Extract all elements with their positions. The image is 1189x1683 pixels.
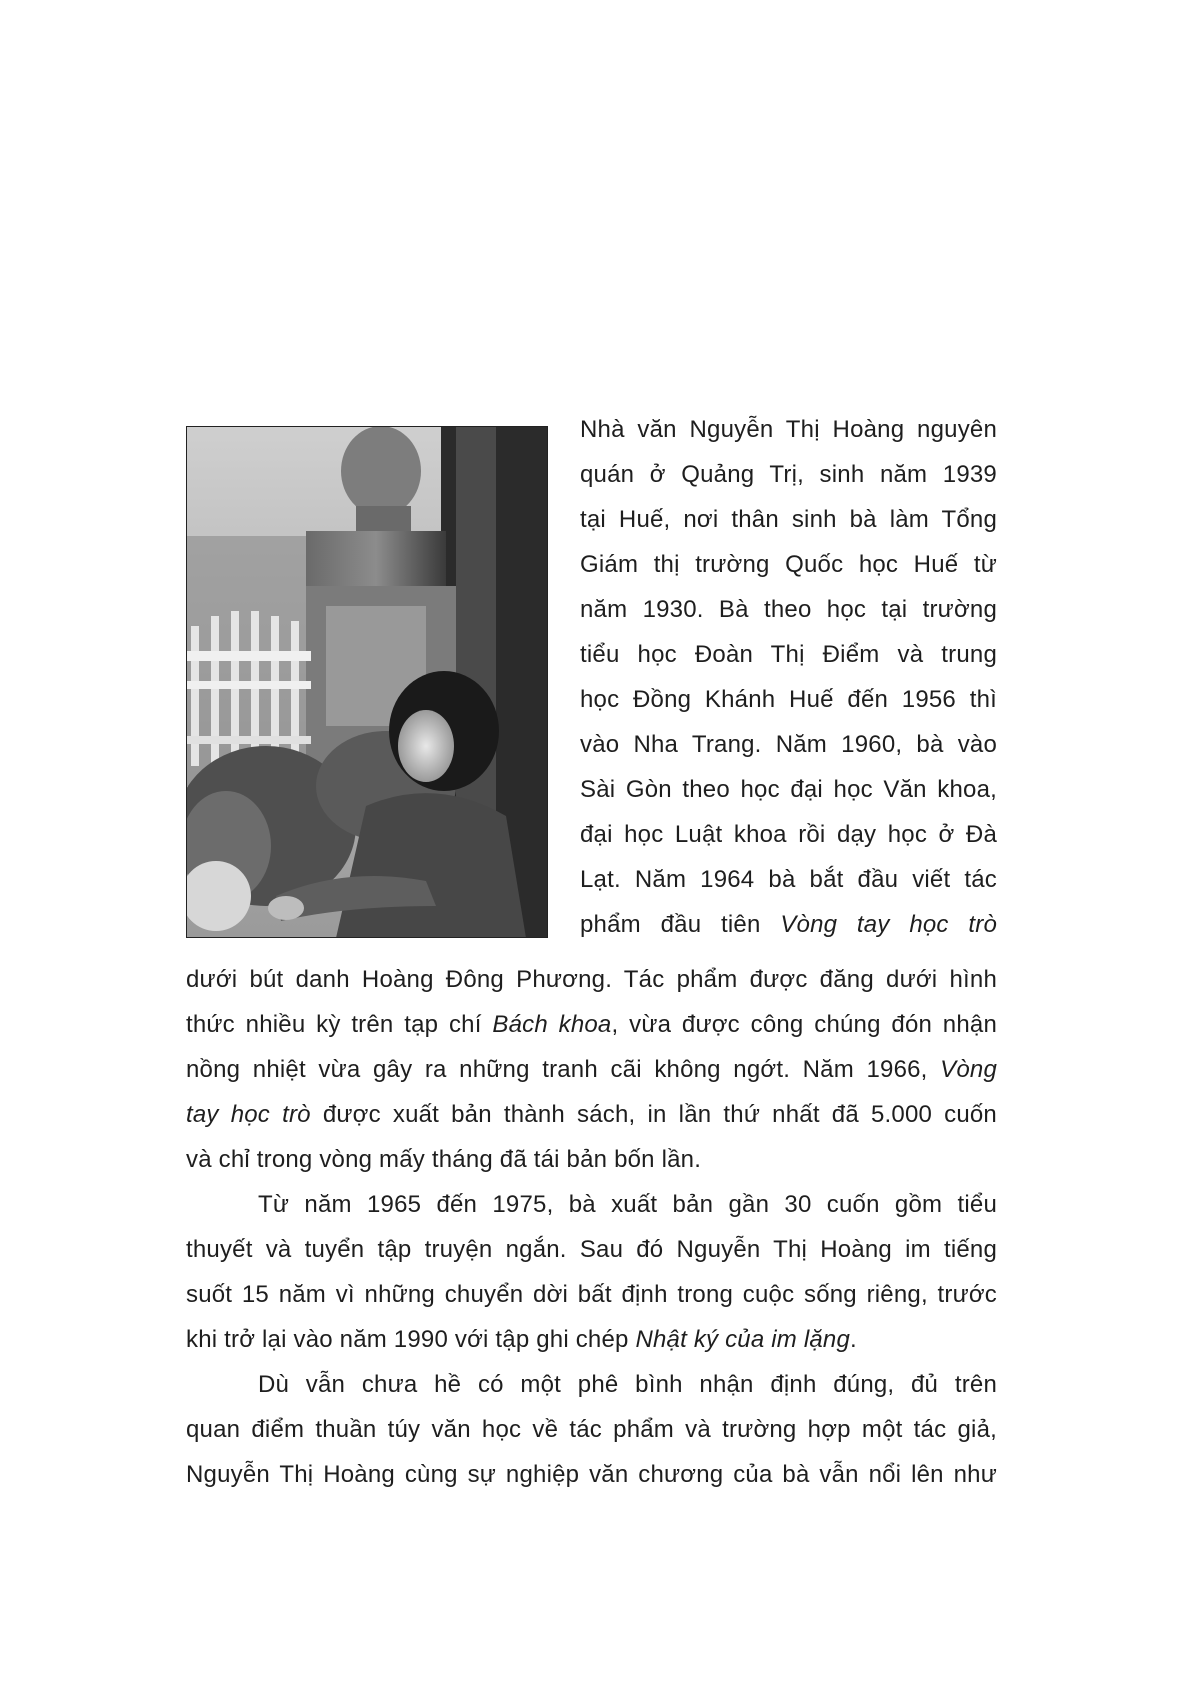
text-line: Dù vẫn chưa hề có một phê bình nhận định đúng, đủ trên [258, 1371, 997, 1398]
text-line: dưới bút danh Hoàng Đông Phương. Tác phẩm được đăng dưới hình [186, 966, 997, 993]
text-line: Giám thị trường Quốc học Huế từ [580, 551, 997, 578]
text-run: nồng nhiệt vừa gây ra những tranh cãi không ngớt. Năm 1966, [186, 1056, 941, 1083]
paragraph-1 [186, 957, 997, 1182]
text-line: quán ở Quảng Trị, sinh năm 1939 [580, 461, 997, 488]
book-title: tay học trò [186, 1101, 311, 1128]
text-line: học Đồng Khánh Huế đến 1956 thì [580, 686, 997, 713]
text-run: khi trở lại vào năm 1990 với tập ghi chép [186, 1326, 636, 1353]
text-line: Nguyễn Thị Hoàng cùng sự nghiệp văn chương của bà vẫn nổi lên như [186, 1461, 997, 1488]
author-photo [186, 426, 548, 938]
text-line: vào Nha Trang. Năm 1960, bà vào [580, 731, 997, 758]
text-line [186, 1092, 997, 1137]
text-line: Từ năm 1965 đến 1975, bà xuất bản gần 30 cuốn gồm tiểu [258, 1191, 997, 1218]
text-run: phẩm đầu tiên [580, 911, 761, 938]
text-run: , vừa được công chúng đón nhận [611, 1011, 998, 1038]
text-line: quan điểm thuần túy văn học về tác phẩm và trường hợp một tác giả, [186, 1416, 997, 1443]
body-text [186, 957, 997, 1497]
text-run: được xuất bản thành sách, in lần thứ nhất đã 5.000 cuốn [310, 1101, 997, 1128]
text-line: Sài Gòn theo học đại học Văn khoa, [580, 776, 997, 803]
text-line: đại học Luật khoa rồi dạy học ở Đà [580, 821, 997, 848]
intro-column [580, 407, 997, 947]
text-line: suốt 15 năm vì những chuyển dời bất định trong cuộc sống riêng, trước [186, 1281, 997, 1308]
text-line [186, 1002, 997, 1047]
paragraph-2 [186, 1182, 997, 1362]
magazine-title: Bách khoa [492, 1011, 612, 1038]
text-line: Nhà văn Nguyễn Thị Hoàng nguyên [580, 416, 997, 443]
text-line: tại Huế, nơi thân sinh bà làm Tổng [580, 506, 997, 533]
book-title: Vòng tay học trò [780, 911, 997, 938]
text-line [580, 902, 997, 947]
text-line [186, 1047, 997, 1092]
book-title: Vòng [940, 1056, 997, 1083]
text-line: Lạt. Năm 1964 bà bắt đầu viết tác [580, 866, 997, 893]
text-run: thức nhiều kỳ trên tạp chí [186, 1011, 493, 1038]
text-line: năm 1930. Bà theo học tại trường [580, 596, 997, 623]
text-line: tiểu học Đoàn Thị Điểm và trung [580, 641, 997, 668]
text-line [186, 1317, 997, 1362]
author-photo-image [186, 426, 548, 938]
book-title: Nhật ký của im lặng [635, 1326, 851, 1353]
paragraph-3 [186, 1362, 997, 1497]
text-run: . [850, 1326, 857, 1353]
text-line: và chỉ trong vòng mấy tháng đã tái bản bốn lần. [186, 1146, 702, 1173]
text-line: thuyết và tuyển tập truyện ngắn. Sau đó Nguyễn Thị Hoàng im tiếng [186, 1236, 997, 1263]
